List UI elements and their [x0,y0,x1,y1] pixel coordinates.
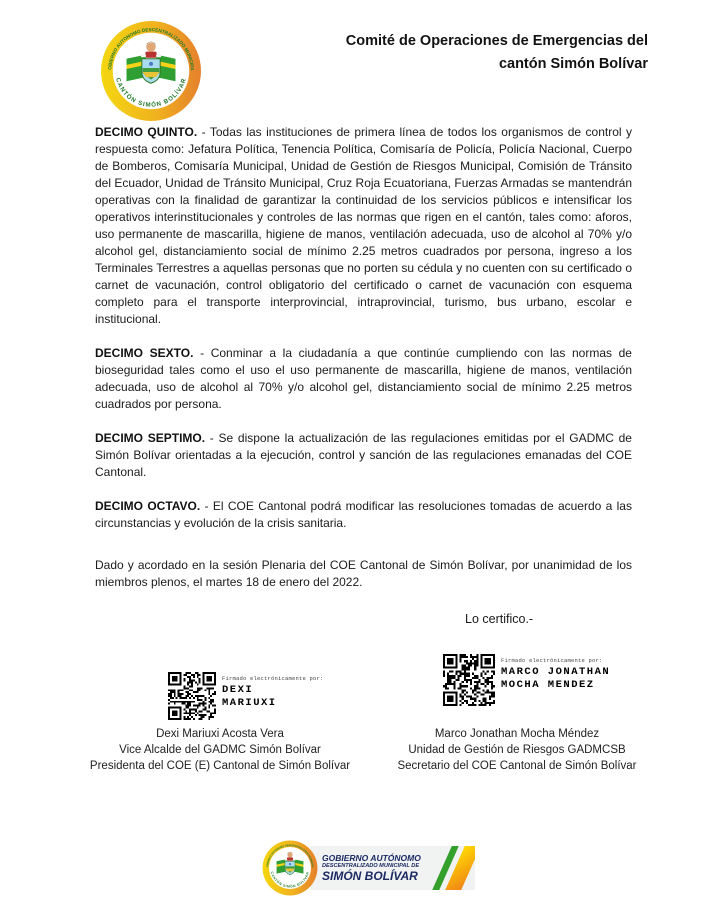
footer-logo-line2: DESCENTRALIZADO MUNICIPAL DE [322,862,420,869]
footer-logo [262,839,475,897]
paragraph-heading: DECIMO SEPTIMO. [95,431,206,445]
qr-code [443,654,495,706]
certify-line: Lo certifico.- [465,612,534,626]
stamp-text [501,654,610,692]
signer-name: Marco Jonathan Mocha Méndez [434,728,600,740]
paragraph-text: - Todas las instituciones de primera línea de todos los organismos de control y respuesta como: Jefatura Política, Tenencia Política, Comisaría de Policía, Policía Nacional, Cuerpo de Bomberos, Comisaría Municipal, Unidad de Gestión de Riesgos Municipal, Comisión de Tránsito del Ecuador, Unidad de Tránsito Municipal, Cruz Roja Ecuatoriana, Fuerzas Armadas se mantendrán operativas con la finalidad de garantizar la continuidad de los servicios públicos e intensificar los operativos interinstitucionales y controles de las normas que rigen en el cantón, tales como: aforos, uso permanente de mascarilla, higiene de manos, ventilación adecuada, uso de alcohol al 70% y/o alcohol gel, distanciamiento social de mínimo 2.25 metros cuadrados por persona, ingreso a los Terminales Terrestres a aquellas personas que no porten su cédula y no cuenten con su certificado o carnet de vacunación, control obligatorio del certificado o carnet de vacunación con esquema completo para el transporte interprovincial, intraprovincial, turismo, bus urbano, escolar e institucional. [95,125,632,326]
title-line-1: Comité de Operaciones de Emergencias del [345,33,648,49]
digital-signature-stamp-left [168,672,324,720]
footer-logo-line1: GOBIERNO AUTÓNOMO [322,852,421,863]
stamp-name-line: MARIUXI [222,697,277,709]
footer-crest-icon [262,840,318,896]
signer-name: Dexi Mariuxi Acosta Vera [156,728,284,740]
digital-signature-stamp-right [443,654,610,706]
paragraph-text: - Se dispone la actualización de las regulaciones emitidas por el GADMC de Simón Bolívar orientadas a la ejecución, control y sanción de las regulaciones emanadas del COE Cantonal. [95,431,632,479]
paragraph-decimo-septimo [95,430,632,481]
signer-block-right [372,726,662,774]
paragraph-heading: DECIMO QUINTO. [95,125,198,139]
stamp-name-line: DEXI [222,684,254,696]
paragraph-decimo-octavo [95,498,632,532]
paragraph-heading: DECIMO SEXTO. [95,346,194,360]
paragraph-text: - El COE Cantonal podrá modificar las resoluciones tomadas de acuerdo a las circunstancias y evolución de la crisis sanitaria. [95,499,632,530]
stamp-label: Firmado electrónicamente por: [501,657,603,664]
municipal-seal-logo [100,20,202,122]
stamp-name-line: MARCO JONATHAN [501,666,611,678]
title-line-2: cantón Simón Bolívar [498,56,648,72]
signer-role: Presidenta del COE (E) Cantonal de Simón Bolívar [89,760,351,772]
footer-logo-line3: SIMÓN BOLÍVAR [322,868,418,883]
stamp-text [222,672,324,710]
paragraph-decimo-sexto [95,345,632,413]
paragraph-heading: DECIMO OCTAVO. [95,499,201,513]
stamp-label: Firmado electrónicamente por: [222,675,324,682]
paragraph-decimo-quinto [95,124,632,328]
footer-logo-band [310,846,475,890]
signer-role: Secretario del COE Cantonal de Simón Bolívar [397,760,637,772]
closing-paragraph: Dado y acordado en la sesión Plenaria del COE Cantonal de Simón Bolívar, por unanimidad de los miembros plenos, el martes 18 de enero del 2022. [95,558,632,589]
document-body [95,124,632,608]
signer-role: Vice Alcalde del GADMC Simón Bolívar [119,744,321,756]
signer-block-left [70,726,370,774]
page-title [318,30,648,76]
qr-code [168,672,216,720]
stamp-name-line: MOCHA MENDEZ [501,679,595,691]
signer-role: Unidad de Gestión de Riesgos GADMCSB [408,744,626,756]
paragraph-text: - Conminar a la ciudadanía a que continúe cumpliendo con las normas de bioseguridad tales como el uso el uso permanente de mascarilla, higiene de manos, ventilación adecuada, uso de alcohol al 70% y/o alcohol gel, distanciamiento social de mínimo 2.25 metros cuadrados por persona. [95,346,632,411]
